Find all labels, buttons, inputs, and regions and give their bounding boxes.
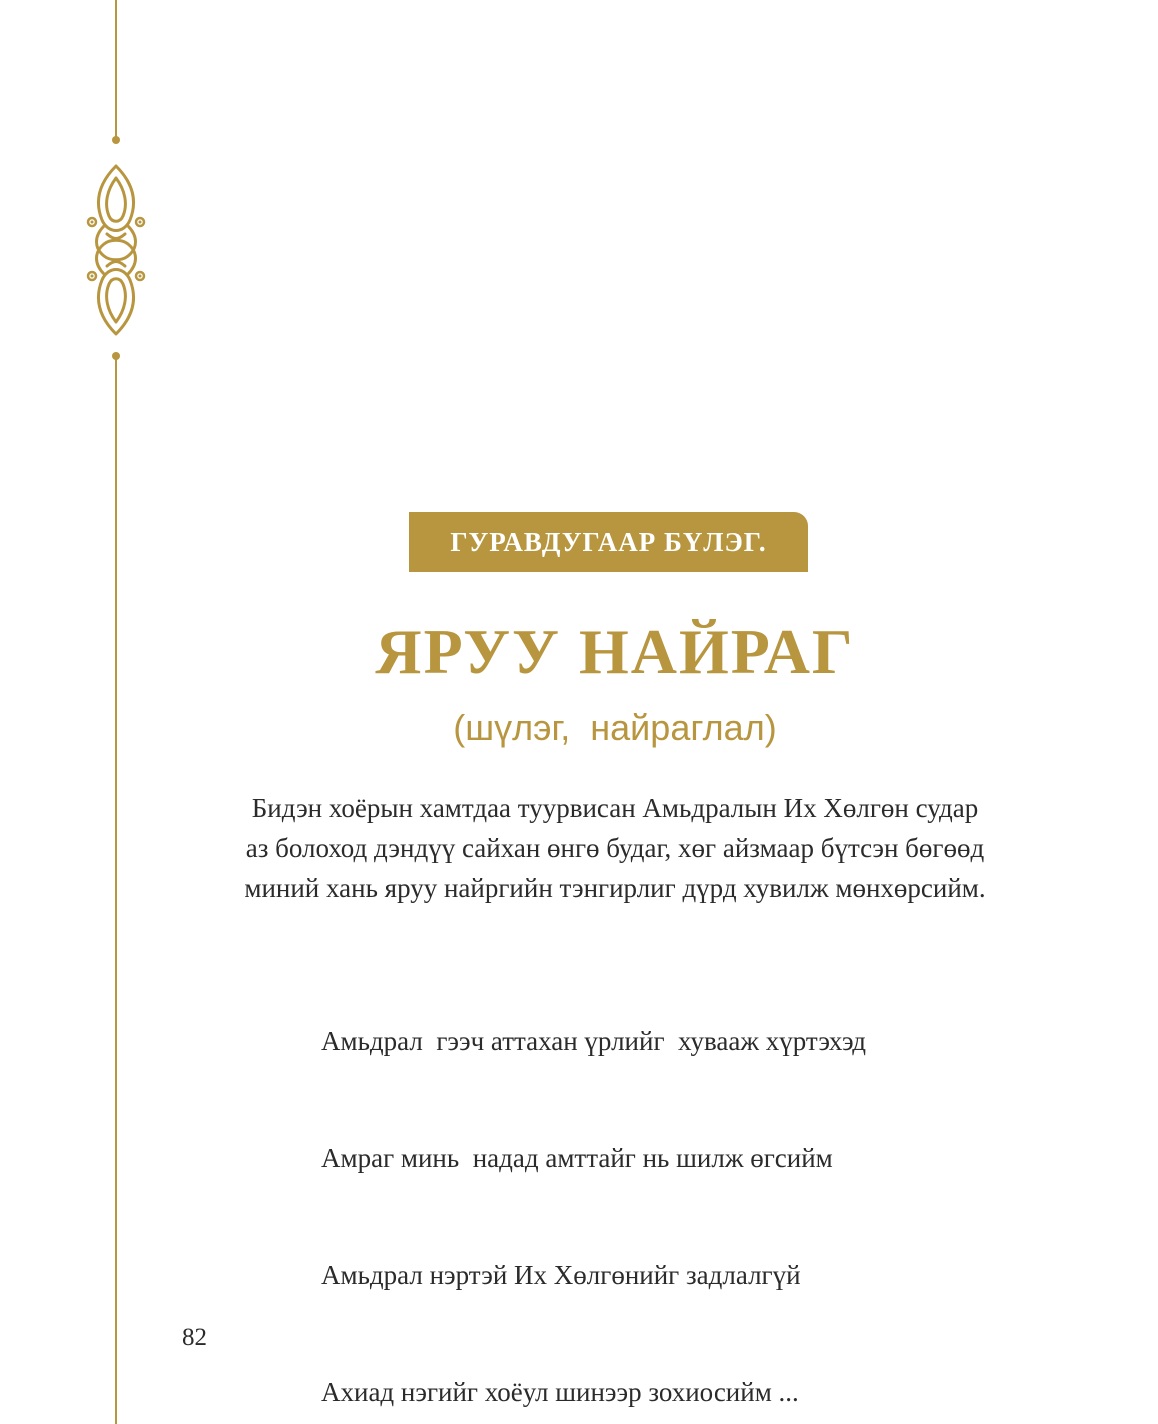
margin-rule-bottom <box>115 356 117 1424</box>
chapter-subtitle: (шүлэг, найраглал) <box>453 707 777 748</box>
poem-line: Амраг минь надад амттайг нь шилж өгсийм <box>321 1143 833 1173</box>
intro-line: миний хань яруу найргийн тэнгирлиг дүрд хувилж мөнхөрсийм. <box>244 873 986 903</box>
intro-paragraph <box>180 788 1050 908</box>
margin-rule-top <box>115 0 117 138</box>
margin-rule-dot-top <box>112 136 120 144</box>
chapter-title: ЯРУУ НАЙРАГ <box>375 616 855 687</box>
poem-line: Амьдрал гээч аттахан үрлийг хувааж хүртэхэд <box>321 1026 866 1056</box>
intro-line: аз болоход дэндүү сайхан өнгө будаг, хөг айзмаар бүтсэн бөгөөд <box>245 833 985 863</box>
poem-stanza <box>321 944 1021 1424</box>
celtic-knot-ornament-icon <box>80 160 152 340</box>
poem-line: Ахиад нэгийг хоёул шинээр зохиосийм ... <box>321 1377 799 1407</box>
intro-line: Бидэн хоёрын хамтдаа туурвисан Амьдралын Их Хөлгөн судар <box>251 793 979 823</box>
chapter-label: ГУРАВДУГААР БҮЛЭГ. <box>409 512 808 572</box>
page-number: 82 <box>182 1324 207 1351</box>
poem-line: Амьдрал нэртэй Их Хөлгөнийг задлалгүй <box>321 1260 801 1290</box>
